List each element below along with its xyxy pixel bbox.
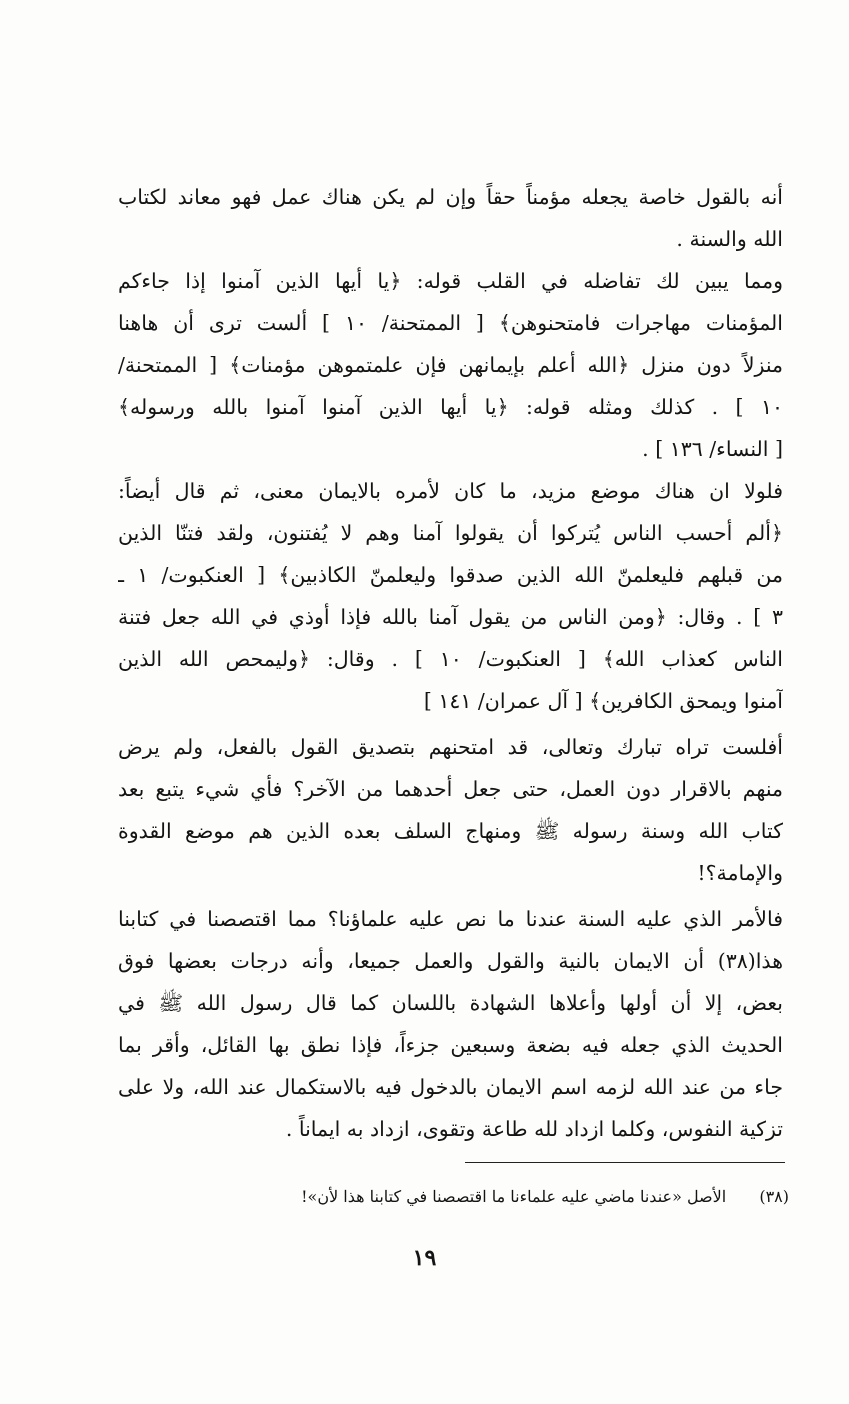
text-line: هذا(٣٨) أن الايمان بالنية والقول والعمل جميعا، وأنه درجات بعضها فوق [118, 949, 783, 973]
footnote-number: (٣٨) [759, 1187, 789, 1206]
paragraph-2 [118, 260, 783, 470]
text-line: منزلاً دون منزل ﴿الله أعلم بإيمانهن فإن علمتموهن مؤمنات﴾ [ الممتحنة/ [118, 353, 783, 377]
text-line: جاء من عند الله لزمه اسم الايمان بالدخول فيه بالاستكمال عند الله، ولا على [118, 1075, 783, 1099]
text-line: المؤمنات مهاجرات فامتحنوهن﴾ [ الممتحنة/ ١٠ ] ألست ترى أن هاهنا [118, 311, 783, 335]
page-body [118, 176, 783, 1150]
text-line: فلولا ان هناك موضع مزيد، ما كان لأمره بالايمان معنى، ثم قال أيضاً: [118, 479, 783, 503]
text-line: آمنوا ويمحق الكافرين﴾ [ آل عمران/ ١٤١ ] [423, 689, 783, 713]
text-line: والإمامة؟! [697, 861, 783, 885]
footnote [189, 1183, 789, 1211]
text-line: الله والسنة . [676, 227, 783, 251]
paragraph-4 [118, 726, 783, 894]
text-line: بعض، إلا أن أولها وأعلاها الشهادة باللسان كما قال رسول الله ﷺ في [118, 991, 783, 1015]
text-line: أنه بالقول خاصة يجعله مؤمناً حقاً وإن لم يكن هناك عمل فهو معاند لكتاب [118, 185, 783, 209]
text-line: تزكية النفوس، وكلما ازداد لله طاعة وتقوى، ازداد به ايماناً . [285, 1117, 783, 1141]
text-line: من قبلهم فليعلمنّ الله الذين صدقوا وليعلمنّ الكاذبين﴾ [ العنكبوت/ ١ ـ [118, 563, 783, 587]
text-line: [ النساء/ ١٣٦ ] . [642, 437, 783, 461]
paragraph-5 [118, 898, 783, 1150]
text-line: ٣ ] . وقال: ﴿ومن الناس من يقول آمنا بالله فإذا أوذي في الله جعل فتنة [118, 605, 783, 629]
text-line: فالأمر الذي عليه السنة عندنا ما نص عليه علماؤنا؟ مما اقتصصنا في كتابنا [118, 907, 783, 931]
text-line: الناس كعذاب الله﴾ [ العنكبوت/ ١٠ ] . وقال: ﴿وليمحص الله الذين [118, 647, 783, 671]
text-line: ١٠ ] . كذلك ومثله قوله: ﴿يا أيها الذين آمنوا آمنوا بالله ورسوله﴾ [118, 395, 783, 419]
footnote-divider [465, 1162, 785, 1163]
text-line: أفلست تراه تبارك وتعالى، قد امتحنهم بتصديق القول بالفعل، ولم يرض [118, 735, 783, 759]
text-line: كتاب الله وسنة رسوله ﷺ ومنهاج السلف بعده الذين هم موضع القدوة [118, 819, 783, 843]
text-line: ﴿ألم أحسب الناس يُتركوا أن يقولوا آمنا وهم لا يُفتنون، ولقد فتنّا الذين [118, 521, 783, 545]
text-line: منهم بالاقرار دون العمل، حتى جعل أحدهما من الآخر؟ فأي شيء يتبع بعد [118, 777, 783, 801]
page-number: ١٩ [412, 1245, 437, 1271]
paragraph-3 [118, 470, 783, 722]
footnote-text: الأصل «عندنا ماضي عليه علماءنا ما اقتصصنا في كتابنا هذا لأن»! [301, 1187, 727, 1206]
paragraph-1 [118, 176, 783, 260]
text-line: ومما يبين لك تفاضله في القلب قوله: ﴿يا أيها الذين آمنوا إذا جاءكم [118, 269, 783, 293]
text-line: الحديث الذي جعله فيه بضعة وسبعين جزءاً، فإذا نطق بها القائل، وأقر بما [118, 1033, 783, 1057]
